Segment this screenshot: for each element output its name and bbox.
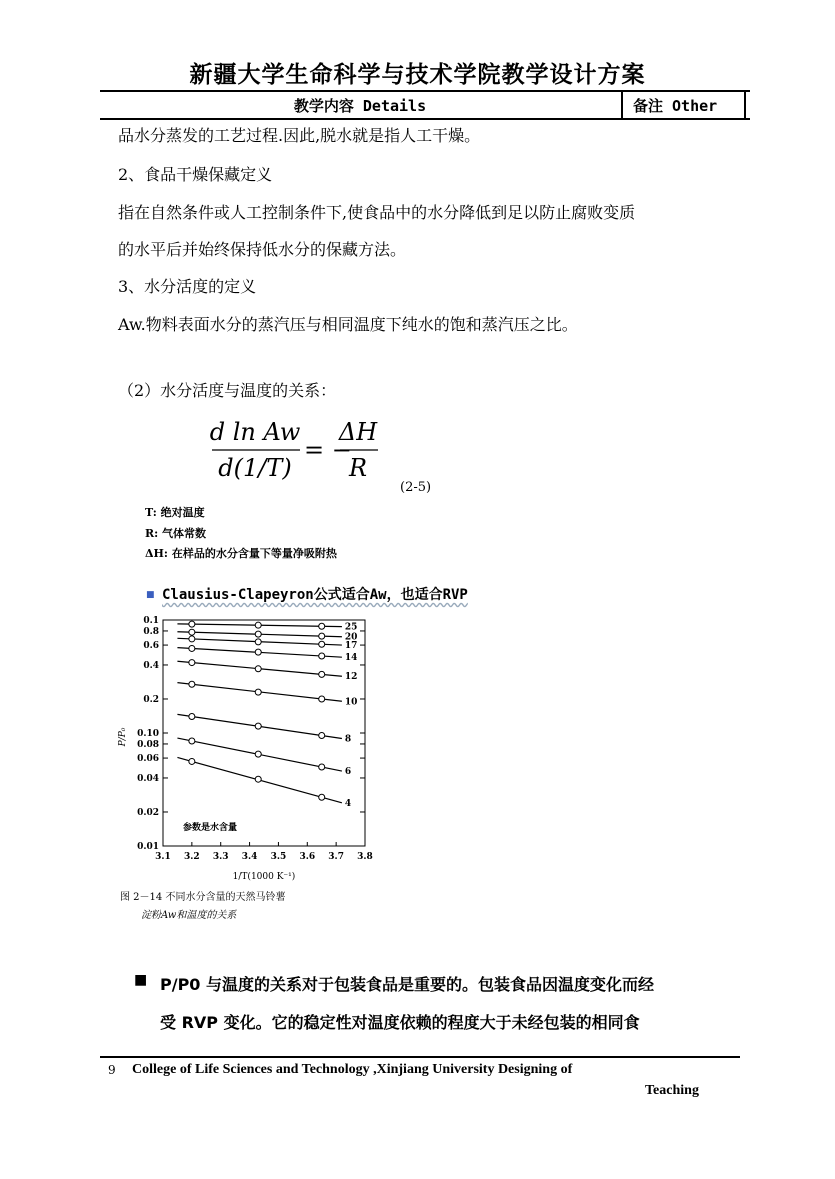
data-point: [189, 738, 195, 744]
series-label: 10: [344, 697, 358, 708]
aw-temperature-chart: [115, 612, 385, 927]
plot-frame: [163, 620, 365, 846]
y-tick-label: 0.01: [137, 842, 159, 852]
x-tick-label: 3.2: [184, 852, 200, 862]
data-point: [189, 621, 195, 627]
column-divider: [621, 92, 623, 120]
data-point: [319, 641, 325, 647]
data-point: [319, 696, 325, 702]
x-tick-label: 3.5: [270, 852, 287, 862]
data-point: [189, 629, 195, 635]
column-header-content: 教学内容 Details: [293, 97, 427, 115]
page-title: 新疆大学生命科学与技术学院教学设计方案: [189, 62, 646, 88]
chart-caption-line2: 淀粉Aw和温度的关系: [141, 910, 237, 921]
data-point: [319, 764, 325, 770]
y-tick-label: 0.04: [137, 773, 159, 784]
x-tick-label: 3.7: [328, 852, 344, 862]
x-tick-label: 3.1: [155, 852, 171, 862]
data-point: [319, 671, 325, 677]
equation-lhs-denominator: d(1/T): [218, 454, 292, 482]
definition-line: 的水平后并始终保持低水分的保藏方法。: [118, 240, 407, 259]
x-tick-label: 3.4: [241, 852, 258, 862]
equation-equals: = −: [304, 436, 352, 464]
header-bottom-rule: [100, 118, 750, 120]
y-tick-label: 0.06: [137, 754, 159, 765]
bullet-paragraph-line: P/P0 与温度的关系对于包装食品是重要的。包装食品因温度变化而经: [160, 975, 655, 994]
data-point: [255, 751, 261, 757]
series-label: 14: [344, 653, 358, 664]
series-label: 20: [344, 632, 358, 643]
footer-text-continued: Teaching: [645, 1083, 699, 1098]
x-tick-label: 3.3: [212, 852, 229, 862]
legend-R: R: 气体常数: [145, 527, 207, 540]
note-text: Clausius-Clapeyron公式适合Aw，也适合RVP: [162, 587, 468, 603]
section-heading: 2、食品干燥保藏定义: [118, 165, 273, 184]
equation-number: (2-5): [400, 480, 432, 495]
x-axis-label: 1/T(1000 K⁻¹): [232, 872, 296, 882]
legend-H: ΔH: 在样品的水分含量下等量净吸附热: [145, 547, 337, 560]
paragraph-line: 品水分蒸发的工艺过程.因此,脱水就是指人工干燥。: [118, 126, 481, 145]
data-point: [255, 649, 261, 655]
data-point: [255, 666, 261, 672]
y-tick-label: 0.10: [137, 729, 159, 739]
data-point: [319, 653, 325, 659]
bullet-marker: ■: [134, 972, 148, 988]
y-tick-label: 0.02: [137, 807, 159, 818]
data-point: [189, 660, 195, 666]
series-label: 8: [344, 734, 352, 745]
series-label: 4: [344, 798, 352, 809]
series-label: 12: [344, 672, 358, 683]
x-tick-label: 3.8: [357, 852, 373, 862]
data-point: [189, 645, 195, 651]
data-point: [189, 758, 195, 764]
data-point: [319, 633, 325, 639]
data-point: [255, 776, 261, 782]
data-point: [189, 713, 195, 719]
y-tick-label: 0.8: [143, 626, 159, 637]
data-point: [319, 623, 325, 629]
y-axis-label: P/P₀: [118, 727, 128, 747]
note-bullet: ■: [146, 590, 155, 600]
y-tick-label: 0.2: [143, 694, 159, 705]
y-tick-label: 0.08: [137, 739, 159, 750]
x-tick-label: 3.6: [299, 852, 316, 862]
column-header-notes: 备注 Other: [633, 97, 718, 115]
data-point: [319, 733, 325, 739]
definition-line: Aw.物料表面水分的蒸汽压与相同温度下纯水的饱和蒸汽压之比。: [118, 315, 578, 334]
bullet-paragraph-line: 受 RVP 变化。它的稳定性对温度依赖的程度大于未经包装的相同食: [160, 1013, 640, 1032]
y-tick-label: 0.1: [143, 616, 159, 626]
equation-lhs-numerator: d ln Aw: [209, 418, 301, 446]
footer-text: College of Life Sciences and Technology ,Xinjiang University Designing of: [132, 1062, 573, 1077]
series-label: 6: [344, 767, 352, 778]
data-point: [255, 622, 261, 628]
data-point: [255, 689, 261, 695]
equation-rhs-numerator: ΔH: [338, 418, 378, 446]
chart-caption: 图 2－14 不同水分含量的天然马铃薯: [120, 892, 286, 903]
notes-column-line: [744, 92, 746, 120]
legend-T: T: 绝对温度: [145, 506, 205, 519]
y-tick-label: 0.6: [143, 641, 159, 652]
definition-line: 指在自然条件或人工控制条件下,使食品中的水分降低到足以防止腐败变质: [118, 203, 636, 222]
page-number: 9: [108, 1063, 116, 1077]
data-point: [189, 681, 195, 687]
data-point: [255, 631, 261, 637]
section-heading: 3、水分活度的定义: [118, 277, 257, 296]
header-rule: [100, 90, 750, 92]
data-point: [319, 794, 325, 800]
footer-rule: [100, 1056, 740, 1058]
subsection-heading: （2）水分活度与温度的关系：: [118, 381, 337, 400]
series-label: 17: [344, 641, 358, 652]
data-point: [255, 639, 261, 645]
series-label: 25: [344, 622, 358, 633]
data-point: [189, 636, 195, 642]
equation-rhs-denominator: R: [348, 454, 368, 482]
y-tick-label: 0.4: [143, 660, 159, 671]
chart-annotation: 参数是水含量: [183, 823, 238, 833]
data-point: [255, 723, 261, 729]
